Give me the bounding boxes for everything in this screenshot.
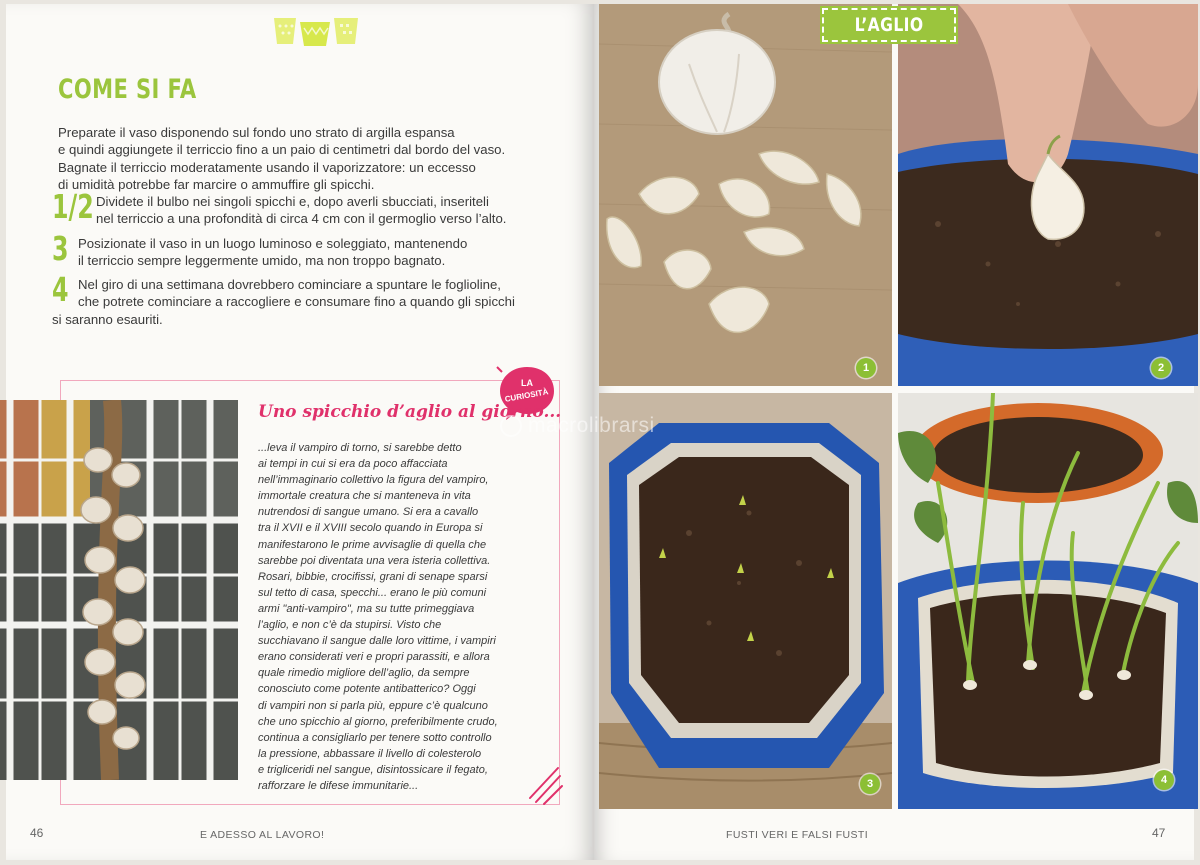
svg-text:CURIOSITÀ: CURIOSITÀ: [504, 387, 550, 404]
garlic-braid-photo: [0, 400, 238, 780]
sprouting-pot-photo: [599, 393, 892, 809]
flower-pots-icon: [270, 12, 362, 48]
step-text: Dividete il bulbo nei singoli spicchi e, dopo averli sbucciati, inseriteli nel terriccio a una profondità di circa 4 cm con il germoglio verso l’alto.: [96, 194, 507, 227]
pen-strokes-icon: [520, 762, 564, 806]
photo-number-badge: 2: [1151, 358, 1171, 378]
step-number: 3: [52, 229, 69, 268]
running-head-right: FUSTI VERI E FALSI FUSTI: [726, 829, 869, 841]
step-3: [52, 229, 562, 270]
watermark: macrolibrarsi: [500, 414, 655, 438]
intro-paragraph: Preparate il vaso disponendo sul fondo uno strato di argilla espansa e quindi aggiungete il terriccio fino a un paio di centimetri dal bordo del vaso. Bagnate il terriccio moderatamente usando il vaporizzatore: un eccesso di umidità potrebbe far marcire o ammuffire gli spicchi.: [58, 125, 506, 193]
photo-number-badge: 3: [860, 774, 880, 794]
step-text: Nel giro di una settimana dovrebbero cominciare a spuntare le foglioline, che potrete cominciare a raccogliere e consumare fino a quando gli spicchi si saranno esauriti.: [52, 277, 515, 327]
curiosity-title: Uno spicchio d’aglio al giorno...: [258, 402, 562, 422]
watermark-logo-icon: [500, 415, 522, 437]
step-number: 1/2: [52, 187, 94, 226]
step-text: Posizionate il vaso in un luogo luminoso e soleggiato, mantenendo il terriccio sempre leggermente umido, ma non troppo bagnato.: [78, 236, 468, 269]
step-4: [52, 270, 562, 328]
curiosity-text: ...leva il vampiro di torno, si sarebbe detto ai tempi in cui si era da poco affacciata nell’immaginario collettivo la figura del vampiro, immortale creatura che si manteneva in vita nutrendosi di sangue umano. Si era a cavallo tra il XVII e il XVIII secolo quando in Europa si manifestarono le prime avvisaglie di quella che sarebbe poi diventata una vera isteria collettiva. Rosari, bibbie, crocifissi, grani di senape sparsi sul tetto di casa, specchi... erano le più comuni armi "anti-vampiro", ma su tutte primeggiava l’aglio, e non c’è da stupirsi. Visto che succhiavano il sangue dalle loro vittime, i vampiri erano considerati veri e propri parassiti, e allora quale rimedio migliore dell’aglio, da sempre conosciuto come potente antibatterico? Oggi di vampiri non si parla più, eppure c’è qualcuno che uno spicchio al giorno, preferibilmente crudo, continua a consigliarlo per tenere sotto controllo la pressione, abbassare il livello di colesterolo e trigliceridi nel sangue, disintossicare il fegato, rafforzare le difese immunitarie...: [258, 442, 498, 792]
page-number-right: 47: [1152, 826, 1166, 840]
step-1-2: [52, 187, 562, 228]
running-head-left: E ADESSO AL LAVORO!: [200, 829, 325, 841]
photo-number-badge: 1: [856, 358, 876, 378]
step-number: 4: [52, 270, 69, 309]
page-number-left: 46: [30, 826, 44, 840]
page-title: COME SI FA: [58, 74, 197, 105]
garlic-cloves-photo: [599, 4, 892, 386]
grown-sprouts-photo: [898, 393, 1198, 809]
planting-clove-photo: [898, 4, 1198, 386]
svg-text:LA: LA: [521, 378, 533, 388]
photo-number-badge: 4: [1154, 770, 1174, 790]
chapter-tag: L’AGLIO: [822, 8, 956, 42]
